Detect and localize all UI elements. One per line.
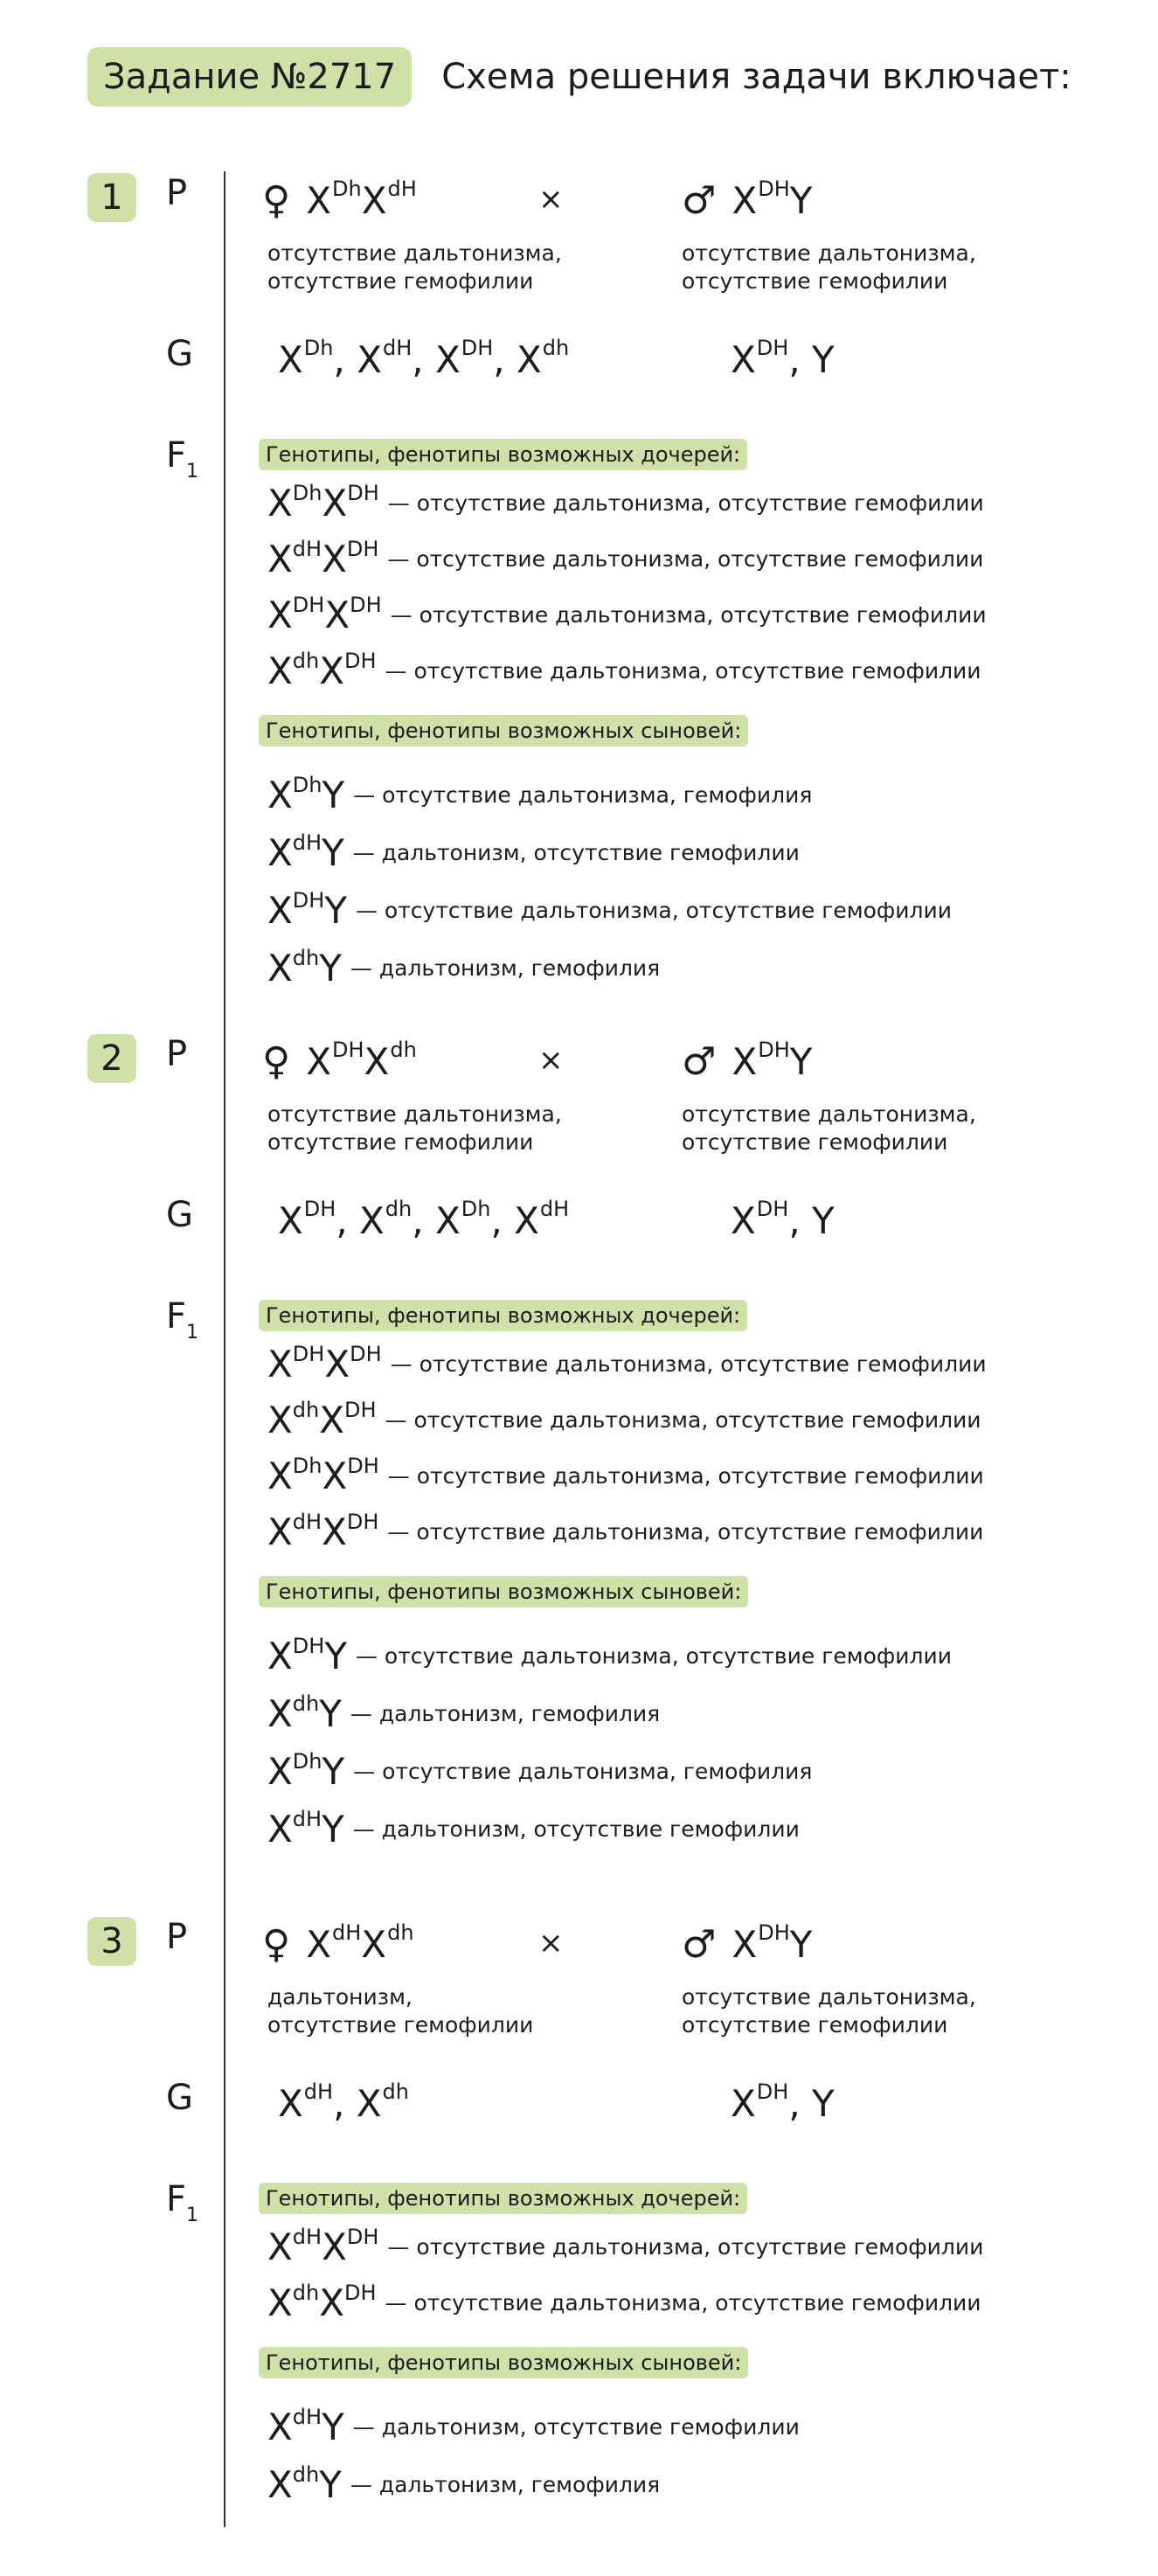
allele-superscript: Dh [292, 773, 322, 797]
father-genotype [682, 177, 813, 223]
daughter-phenotype: — отсутствие дальтонизма, отсутствие гемофилии [387, 545, 984, 572]
allele-superscript: DH [344, 1398, 377, 1422]
mother-phenotype: отсутствие дальтонизма, отсутствие гемофилии [267, 240, 562, 294]
allele: $X^{dH}$ [267, 1807, 322, 1850]
daughter-genotype [267, 649, 377, 692]
son-genotype [267, 1749, 344, 1793]
daughter-row [267, 593, 987, 636]
allele-superscript: Dh [303, 336, 334, 360]
header-title: Схема решения задачи включает: [441, 57, 1071, 97]
allele: $X^{DH}$ [322, 1510, 379, 1553]
daughter-genotype [267, 2225, 378, 2268]
son-phenotype: — дальтонизм, гемофилия [350, 1700, 661, 1726]
allele-superscript: dh [385, 1197, 413, 1221]
allele-superscript: dH [332, 1920, 362, 1945]
allele-superscript: dH [539, 1197, 570, 1221]
label-f-subscript: 1 [186, 1322, 199, 1344]
allele-superscript: dH [292, 2405, 322, 2429]
allele: Y [789, 1040, 813, 1083]
allele-superscript: dH [292, 830, 322, 855]
allele: $X^{DH}$ [267, 888, 325, 932]
daughter-row [267, 481, 984, 524]
allele: $X^{DH}$ [267, 1634, 325, 1677]
allele-superscript: DH [758, 177, 790, 201]
allele-superscript: dh [292, 1691, 320, 1716]
allele: Y [322, 774, 345, 816]
allele: $X^{Dh}$ [434, 1197, 491, 1242]
son-genotype [267, 1634, 347, 1677]
label-f1 [166, 1296, 198, 1344]
allele: $X^{Dh}$ [267, 481, 322, 524]
daughter-row [267, 2225, 983, 2268]
daughter-phenotype: — отсутствие дальтонизма, отсутствие гемофилии [387, 1462, 984, 1489]
allele: Y [324, 1635, 347, 1677]
allele-superscript: Dh [292, 1749, 322, 1774]
allele-superscript: dh [387, 1920, 414, 1945]
female-symbol-icon: ♀ [262, 1039, 291, 1084]
allele-superscript: DH [347, 1454, 379, 1478]
father-genotype [682, 1920, 813, 1967]
allele: Y [319, 2463, 342, 2506]
gamete-separator: , [412, 338, 435, 381]
allele-superscript: Dh [292, 1454, 322, 1478]
allele: $X^{dH}$ [267, 830, 322, 874]
father-phenotype: отсутствие дальтонизма, отсутствие гемофилии [682, 240, 976, 294]
male-symbol-icon: ♂ [682, 178, 717, 223]
allele: $X^{DH}$ [319, 1398, 377, 1441]
allele-superscript: dh [390, 1038, 417, 1062]
allele: $X^{DH}$ [731, 2080, 789, 2125]
daughters-section-title: Генотипы, фенотипы возможных дочерей: [259, 439, 747, 470]
allele-superscript: DH [292, 593, 325, 617]
label-f-text: F [166, 2179, 187, 2219]
allele: $X^{dh}$ [267, 1398, 320, 1441]
mother-genotype [262, 1038, 417, 1084]
allele: $X^{dh}$ [359, 1197, 413, 1242]
allele-superscript: DH [758, 1038, 790, 1062]
daughter-genotype [267, 1398, 377, 1441]
allele-superscript: DH [756, 336, 789, 360]
daughters-section-title: Генотипы, фенотипы возможных дочерей: [259, 1300, 747, 1331]
father-gametes [731, 2080, 835, 2125]
step-number-badge: 3 [87, 1917, 136, 1966]
gamete-separator: , [336, 1199, 360, 1242]
son-row [267, 946, 660, 989]
vertical-divider-line [224, 171, 225, 2527]
allele: $X^{DH}$ [319, 2281, 377, 2324]
label-f-subscript: 1 [186, 461, 199, 483]
allele-superscript: DH [346, 1510, 379, 1534]
label-p: P [166, 173, 188, 213]
allele-superscript: DH [344, 2281, 377, 2305]
allele-superscript: dh [292, 649, 320, 673]
allele-superscript: DH [346, 2225, 379, 2249]
allele-superscript: DH [292, 1342, 325, 1366]
son-genotype [267, 888, 347, 932]
allele-superscript: DH [346, 537, 379, 561]
father-gametes [731, 1197, 835, 1242]
daughter-phenotype: — отсутствие дальтонизма, отсутствие гемофилии [390, 1350, 987, 1377]
step-number-badge: 2 [87, 1034, 136, 1083]
son-phenotype: — дальтонизм, отсутствие гемофилии [352, 839, 800, 865]
father-genotype [682, 1038, 813, 1084]
allele: $X^{DH}$ [267, 1342, 325, 1385]
allele: $X^{Dh}$ [267, 773, 322, 816]
allele-superscript: dh [292, 2462, 320, 2487]
allele: $X^{DH}$ [732, 177, 790, 222]
daughter-genotype [267, 593, 382, 636]
allele-superscript: DH [756, 2080, 789, 2104]
allele: $X^{dH}$ [361, 177, 417, 222]
allele: Y [322, 2406, 344, 2448]
allele: Y [789, 179, 813, 222]
son-phenotype: — отсутствие дальтонизма, отсутствие гемофилии [355, 1642, 952, 1669]
allele: $X^{Dh}$ [267, 1454, 322, 1497]
step-number-badge: 1 [87, 173, 136, 222]
allele-superscript: dH [292, 1807, 322, 1831]
label-f1 [166, 435, 198, 483]
allele: $X^{Dh}$ [278, 336, 334, 381]
allele-superscript: dH [292, 537, 322, 561]
mother-gametes [278, 1197, 570, 1242]
allele: $X^{dH}$ [306, 1920, 362, 1966]
son-row [267, 888, 952, 932]
allele-superscript: DH [350, 1342, 382, 1366]
gamete-separator: , [412, 1199, 435, 1242]
daughter-phenotype: — отсутствие дальтонизма, отсутствие гемофилии [385, 2289, 981, 2316]
son-phenotype: — отсутствие дальтонизма, отсутствие гемофилии [355, 897, 952, 923]
allele-superscript: DH [292, 1634, 325, 1658]
header [87, 47, 1071, 107]
label-g: G [166, 2078, 193, 2118]
daughter-genotype [267, 537, 378, 580]
allele: Y [322, 1750, 345, 1793]
allele: Y [812, 1199, 835, 1242]
son-row [267, 1807, 800, 1850]
allele-superscript: dh [542, 336, 570, 360]
allele: Y [324, 889, 347, 932]
son-genotype [267, 2462, 342, 2506]
daughter-genotype [267, 481, 379, 524]
allele: $X^{DH}$ [306, 1038, 364, 1083]
gamete-separator: , [333, 2082, 357, 2125]
allele: $X^{DH}$ [322, 537, 379, 580]
allele-superscript: dH [303, 2080, 334, 2104]
label-f-subscript: 1 [186, 2205, 199, 2226]
allele-superscript: DH [332, 1038, 364, 1062]
son-genotype [267, 946, 342, 989]
mother-genotype [262, 177, 417, 223]
allele-superscript: dh [292, 1398, 320, 1422]
allele: $X^{DH}$ [322, 1454, 379, 1497]
daughter-genotype [267, 1454, 379, 1497]
allele: $X^{dH}$ [357, 336, 413, 381]
allele: $X^{dH}$ [267, 2225, 322, 2268]
son-phenotype: — дальтонизм, отсутствие гемофилии [352, 1816, 800, 1842]
label-g: G [166, 334, 193, 374]
allele: Y [322, 1808, 344, 1850]
allele: $X^{dh}$ [516, 336, 570, 381]
son-genotype [267, 1691, 342, 1735]
daughters-section-title: Генотипы, фенотипы возможных дочерей: [259, 2183, 747, 2214]
allele-superscript: Dh [461, 1197, 491, 1221]
daughter-phenotype: — отсутствие дальтонизма, отсутствие гемофилии [387, 2233, 984, 2260]
allele: Y [322, 831, 344, 874]
allele-superscript: DH [344, 649, 377, 673]
mother-gametes [278, 336, 570, 381]
daughter-row [267, 649, 981, 692]
allele: $X^{dH}$ [267, 537, 322, 580]
allele: $X^{DH}$ [319, 649, 377, 692]
daughter-phenotype: — отсутствие дальтонизма, отсутствие гемофилии [385, 1406, 981, 1433]
label-g: G [166, 1195, 193, 1235]
allele-superscript: DH [303, 1197, 336, 1221]
allele: $X^{DH}$ [322, 2225, 379, 2268]
allele: $X^{DH}$ [731, 336, 789, 381]
allele: $X^{Dh}$ [306, 177, 362, 222]
allele: $X^{DH}$ [267, 593, 325, 636]
daughter-phenotype: — отсутствие дальтонизма, отсутствие гемофилии [387, 1518, 984, 1545]
allele: Y [789, 1923, 813, 1966]
gamete-separator: , [493, 338, 517, 381]
label-f-text: F [166, 435, 187, 476]
allele: $X^{dH}$ [267, 1510, 322, 1553]
cross-symbol: × [538, 1043, 564, 1078]
son-genotype [267, 1807, 344, 1850]
allele-superscript: DH [350, 593, 382, 617]
son-row [267, 1634, 952, 1677]
gamete-separator: , [788, 1199, 813, 1242]
allele: $X^{DH}$ [324, 1342, 382, 1385]
allele: $X^{DH}$ [434, 336, 494, 381]
sons-section-title: Генотипы, фенотипы возможных сыновей: [259, 2347, 748, 2378]
cross-symbol: × [538, 1926, 564, 1961]
son-genotype [267, 2405, 344, 2448]
allele-superscript: DH [347, 481, 379, 505]
male-symbol-icon: ♂ [682, 1922, 717, 1967]
father-phenotype: отсутствие дальтонизма, отсутствие гемофилии [682, 1101, 976, 1155]
father-phenotype: отсутствие дальтонизма, отсутствие гемофилии [682, 1984, 976, 2038]
son-phenotype: — дальтонизм, отсутствие гемофилии [352, 2413, 800, 2440]
daughter-row [267, 1510, 983, 1553]
allele: $X^{dh}$ [364, 1038, 417, 1083]
allele-superscript: Dh [332, 177, 362, 201]
allele: $X^{dH}$ [278, 2080, 334, 2125]
mother-gametes [278, 2080, 409, 2125]
son-row [267, 830, 800, 874]
allele-superscript: DH [758, 1920, 790, 1945]
allele: $X^{dh}$ [267, 946, 320, 989]
allele: Y [812, 338, 835, 381]
mother-genotype [262, 1920, 414, 1967]
allele: $X^{dh}$ [267, 2462, 320, 2506]
allele-superscript: dh [382, 2080, 409, 2104]
allele-superscript: dh [292, 2281, 320, 2305]
allele: $X^{DH}$ [732, 1920, 790, 1966]
allele: Y [319, 1692, 342, 1735]
allele-superscript: dh [292, 946, 320, 970]
gamete-separator: , [333, 338, 357, 381]
daughter-genotype [267, 1342, 382, 1385]
son-phenotype: — отсутствие дальтонизма, гемофилия [353, 781, 813, 808]
allele-superscript: Dh [292, 481, 322, 505]
female-symbol-icon: ♀ [262, 1922, 291, 1967]
allele: $X^{Dh}$ [267, 1749, 322, 1793]
gamete-separator: , [490, 1199, 515, 1242]
allele-superscript: dH [387, 177, 417, 201]
allele: $X^{dh}$ [356, 2080, 409, 2125]
task-badge: Задание №2717 [87, 47, 412, 107]
son-genotype [267, 830, 344, 874]
son-row [267, 2405, 800, 2448]
son-genotype [267, 773, 344, 816]
daughter-phenotype: — отсутствие дальтонизма, отсутствие гемофилии [387, 490, 984, 516]
allele: $X^{dH}$ [267, 2405, 322, 2448]
son-row [267, 1749, 812, 1793]
allele: $X^{DH}$ [324, 593, 382, 636]
daughter-row [267, 1342, 987, 1385]
daughter-row [267, 2281, 981, 2324]
daughter-row [267, 1398, 981, 1441]
allele: Y [812, 2082, 835, 2125]
allele: $X^{dh}$ [267, 2281, 320, 2324]
label-p: P [166, 1034, 188, 1074]
daughter-genotype [267, 1510, 378, 1553]
mother-phenotype: отсутствие дальтонизма, отсутствие гемофилии [267, 1101, 562, 1155]
daughter-phenotype: — отсутствие дальтонизма, отсутствие гемофилии [390, 601, 987, 628]
label-p: P [166, 1917, 188, 1957]
cross-symbol: × [538, 182, 564, 217]
sons-section-title: Генотипы, фенотипы возможных сыновей: [259, 1576, 748, 1607]
allele-superscript: dH [292, 1510, 322, 1534]
gamete-separator: , [788, 338, 813, 381]
allele: $X^{dH}$ [514, 1197, 570, 1242]
allele: $X^{dh}$ [267, 1691, 320, 1735]
allele-superscript: dH [382, 336, 413, 360]
allele: $X^{dh}$ [267, 649, 320, 692]
allele: $X^{dh}$ [361, 1920, 414, 1966]
allele-superscript: DH [292, 888, 325, 913]
daughter-genotype [267, 2281, 377, 2324]
label-f-text: F [166, 1296, 187, 1337]
daughter-row [267, 537, 983, 580]
allele-superscript: dH [292, 2225, 322, 2249]
gamete-separator: , [788, 2082, 813, 2125]
daughter-row [267, 1454, 984, 1497]
son-row [267, 773, 812, 816]
male-symbol-icon: ♂ [682, 1039, 717, 1084]
son-phenotype: — дальтонизм, гемофилия [350, 2471, 661, 2497]
allele: $X^{DH}$ [732, 1038, 790, 1083]
allele: $X^{DH}$ [278, 1197, 336, 1242]
allele: Y [319, 947, 342, 989]
allele: $X^{DH}$ [731, 1197, 789, 1242]
father-gametes [731, 336, 835, 381]
sons-section-title: Генотипы, фенотипы возможных сыновей: [259, 715, 748, 746]
allele-superscript: DH [461, 336, 494, 360]
mother-phenotype: дальтонизм, отсутствие гемофилии [267, 1984, 534, 2038]
son-phenotype: — дальтонизм, гемофилия [350, 955, 661, 981]
label-f1 [166, 2179, 198, 2226]
son-row [267, 2462, 660, 2506]
daughter-phenotype: — отсутствие дальтонизма, отсутствие гемофилии [385, 657, 981, 684]
allele-superscript: DH [756, 1197, 789, 1221]
son-phenotype: — отсутствие дальтонизма, гемофилия [353, 1758, 813, 1784]
female-symbol-icon: ♀ [262, 178, 291, 223]
allele: $X^{DH}$ [322, 481, 379, 524]
son-row [267, 1691, 660, 1735]
